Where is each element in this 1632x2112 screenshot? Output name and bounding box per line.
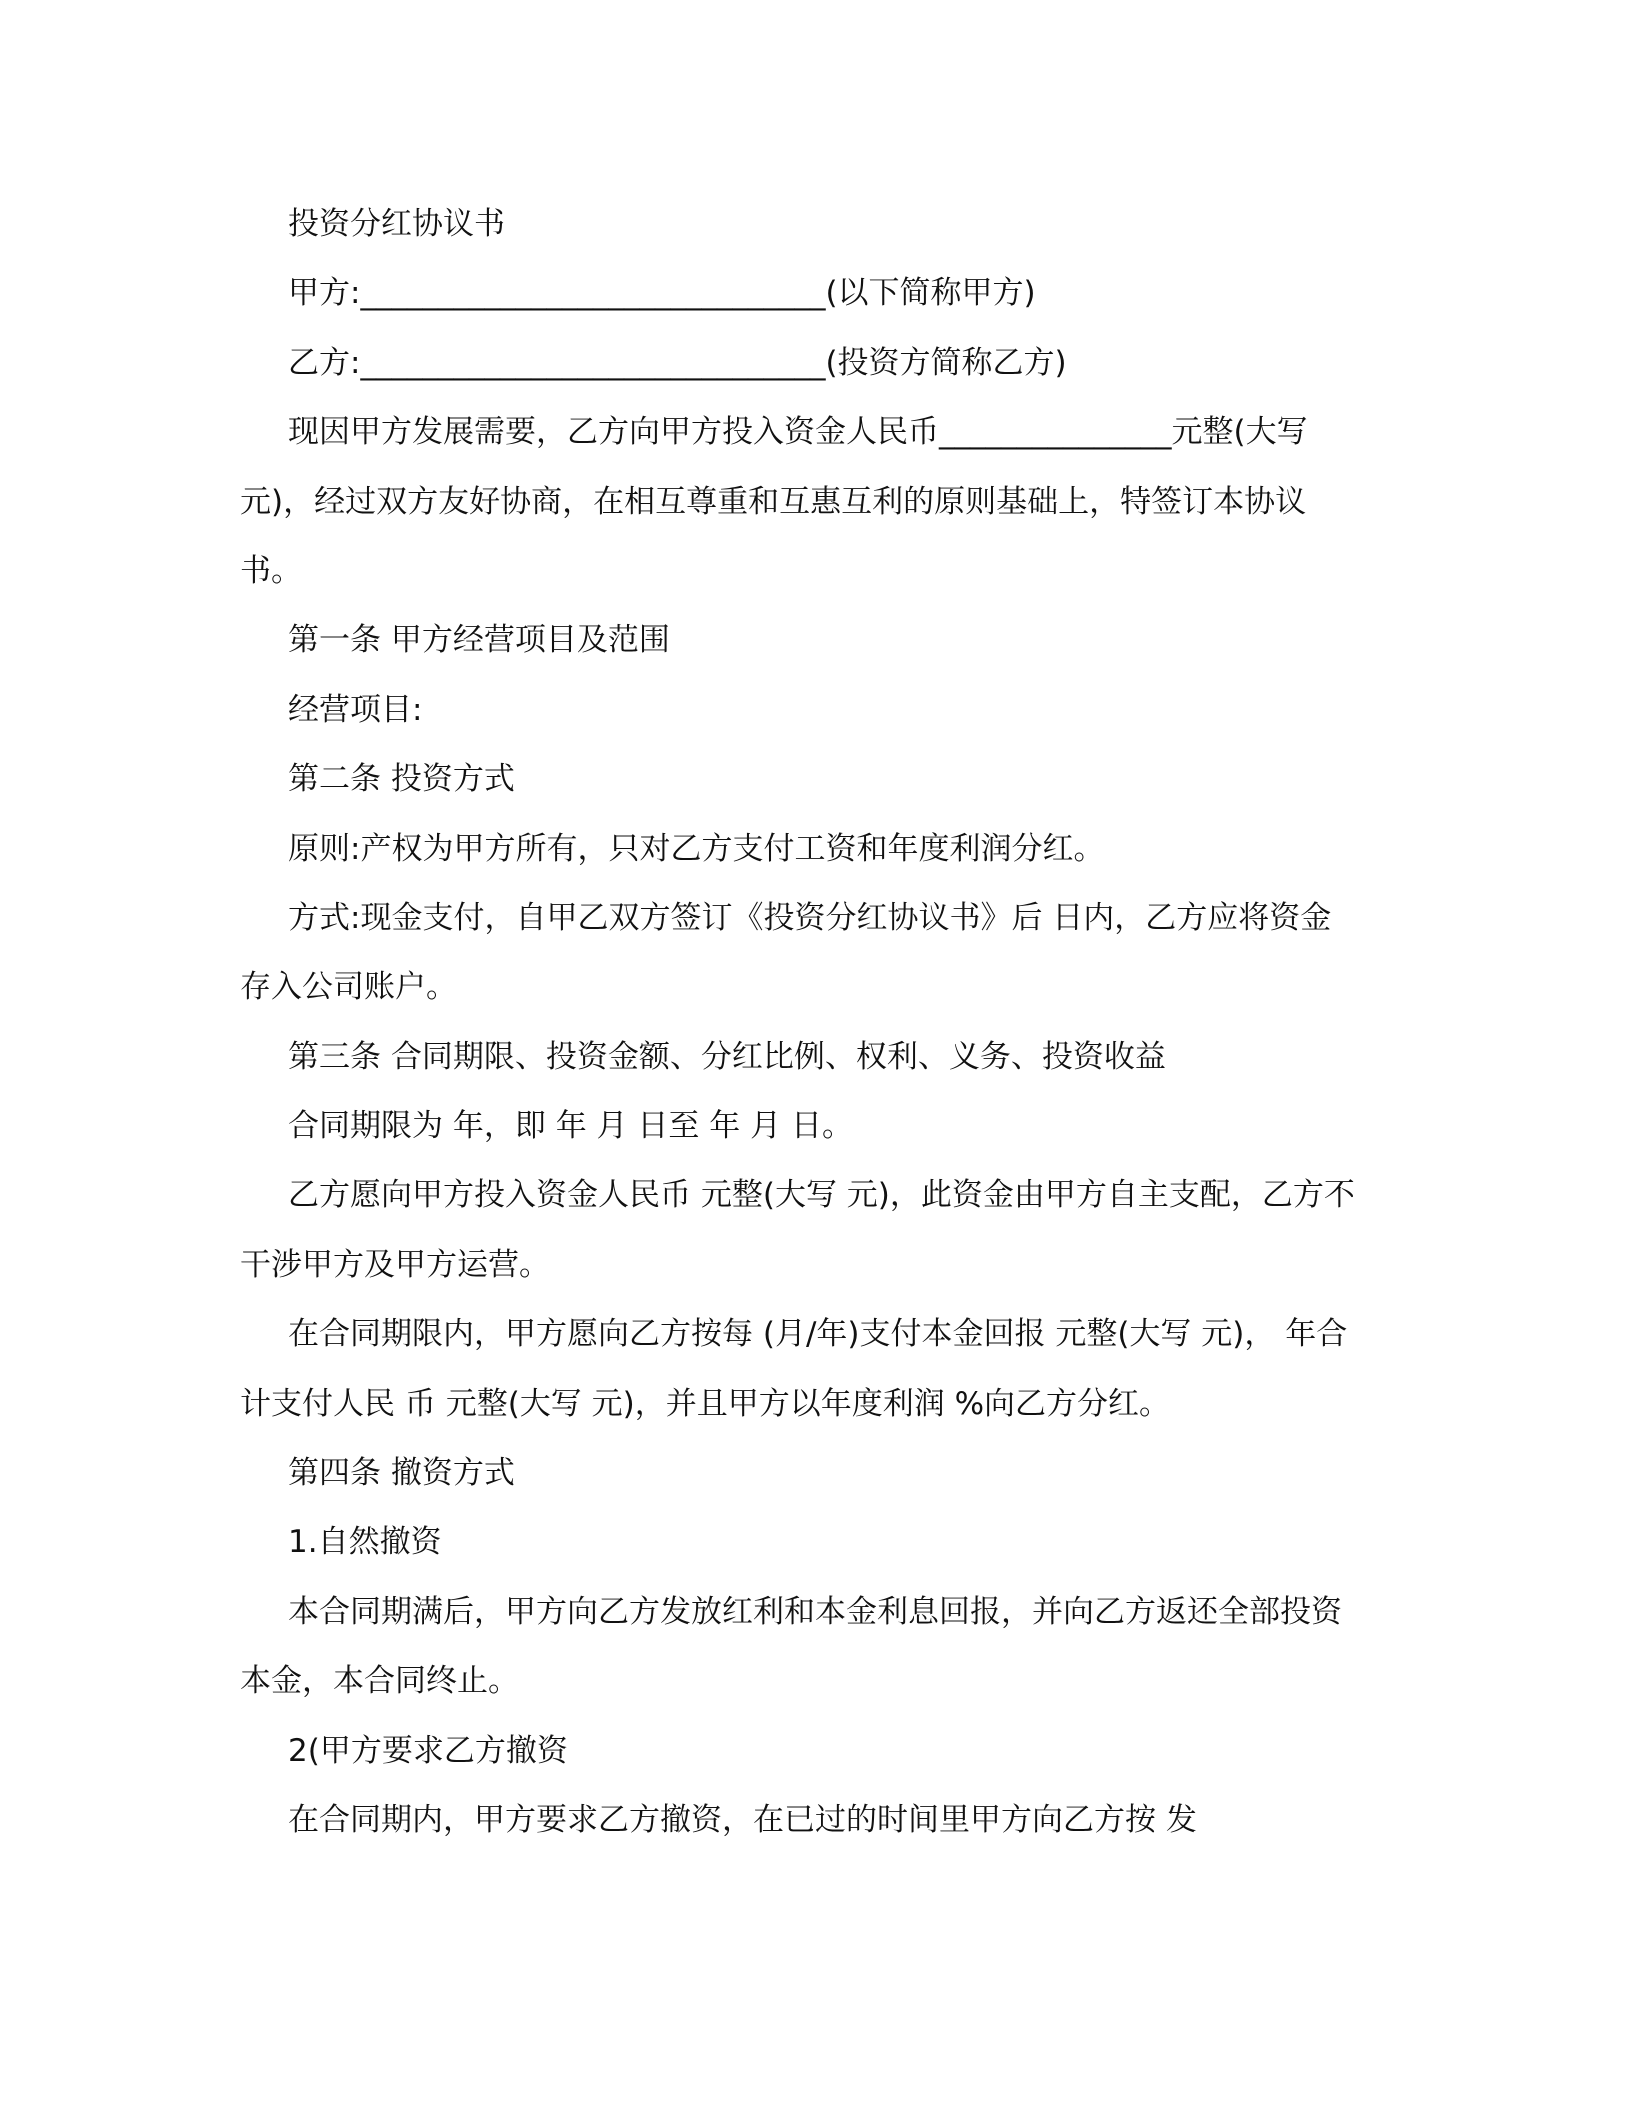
article-4-heading: 第四条 撤资方式 (288, 1455, 515, 1492)
party-a-line: 甲方:______________________________(以下简称甲方) (288, 275, 1036, 312)
article-3-heading: 第三条 合同期限、投资金额、分红比例、权利、义务、投资收益 (288, 1038, 1166, 1075)
subsection-heading: 1.自然撤资 (288, 1524, 442, 1561)
body-line: 计支付人民 币 元整(大写 元)，并且甲方以年度利润 %向乙方分红。 (240, 1385, 1171, 1422)
article-2-heading: 第二条 投资方式 (288, 761, 515, 798)
body-line: 干涉甲方及甲方运营。 (240, 1246, 550, 1283)
preamble-line: 现因甲方发展需要，乙方向甲方投入资金人民币_______________元整(大写 (288, 414, 1308, 451)
body-line: 本合同期满后，甲方向乙方发放红利和本金利息回报，并向乙方返还全部投资 (288, 1593, 1342, 1630)
body-line: 方式:现金支付，自甲乙双方签订《投资分红协议书》后 日内，乙方应将资金 (288, 899, 1332, 936)
body-line: 存入公司账户。 (240, 969, 457, 1006)
document-title: 投资分红协议书 (288, 206, 505, 242)
body-line: 本金，本合同终止。 (240, 1663, 519, 1700)
body-line: 原则:产权为甲方所有，只对乙方支付工资和年度利润分红。 (288, 830, 1105, 867)
subsection-heading: 2(甲方要求乙方撤资 (288, 1732, 568, 1769)
article-1-heading: 第一条 甲方经营项目及范围 (288, 622, 670, 659)
body-line: 经营项目: (288, 691, 423, 728)
body-line: 在合同期限内，甲方愿向乙方按每 (月/年)支付本金回报 元整(大写 元)， 年合 (288, 1316, 1348, 1353)
body-line: 在合同期内，甲方要求乙方撤资，在已过的时间里甲方向乙方按 发 (288, 1801, 1197, 1838)
document-body (240, 190, 1380, 1855)
preamble-line: 元)，经过双方友好协商，在相互尊重和互惠互利的原则基础上，特签订本协议 (240, 483, 1307, 520)
preamble-line: 书。 (240, 552, 302, 589)
body-line: 合同期限为 年，即 年 月 日至 年 月 日。 (288, 1108, 853, 1145)
body-line: 乙方愿向甲方投入资金人民币 元整(大写 元)，此资金由甲方自主支配，乙方不 (288, 1177, 1355, 1214)
party-b-line: 乙方:______________________________(投资方简称乙方) (288, 344, 1067, 381)
